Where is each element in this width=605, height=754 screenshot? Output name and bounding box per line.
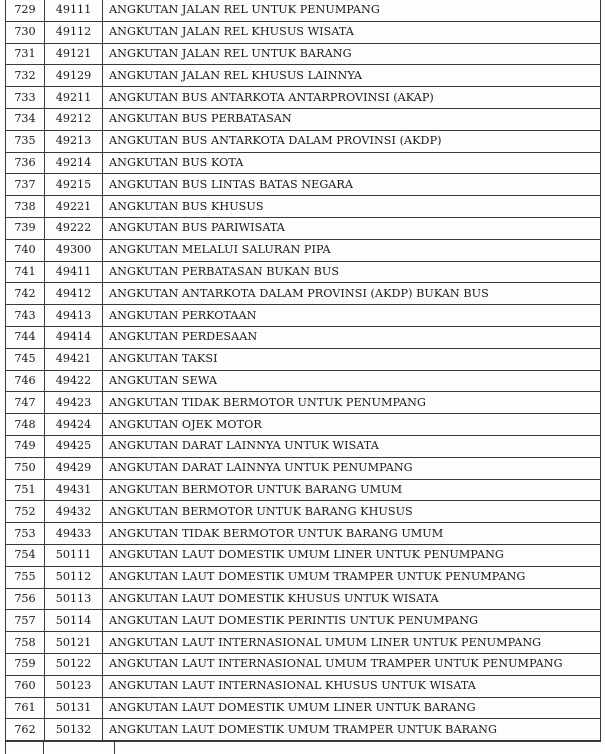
kbli-code-cell: 50121	[45, 632, 103, 654]
table-row	[6, 414, 601, 436]
kbli-code-cell: 49431	[45, 479, 103, 501]
kbli-code-cell: 49300	[45, 239, 103, 261]
table-row	[6, 108, 601, 130]
table-row	[6, 588, 601, 610]
row-number-cell: 733	[6, 87, 45, 109]
description-cell: ANGKUTAN MELALUI SALURAN PIPA	[103, 239, 601, 261]
description-cell: ANGKUTAN JALAN REL KHUSUS LAINNYA	[103, 65, 601, 87]
description-cell: ANGKUTAN JALAN REL UNTUK PENUMPANG	[103, 0, 601, 21]
kbli-code-cell: 49211	[45, 87, 103, 109]
description-cell: ANGKUTAN BERMOTOR UNTUK BARANG UMUM	[103, 479, 601, 501]
table-row	[6, 653, 601, 675]
description-cell: ANGKUTAN TIDAK BERMOTOR UNTUK BARANG UMUM	[103, 523, 601, 545]
row-number-cell: 743	[6, 305, 45, 327]
description-cell: ANGKUTAN TIDAK BERMOTOR UNTUK PENUMPANG	[103, 392, 601, 414]
description-cell: ANGKUTAN LAUT DOMESTIK UMUM LINER UNTUK BARANG	[103, 697, 601, 719]
row-number-cell: 736	[6, 152, 45, 174]
table-row	[6, 457, 601, 479]
kbli-code-cell: 49212	[45, 108, 103, 130]
kbli-code-cell: 49421	[45, 348, 103, 370]
row-number-cell: 729	[6, 0, 45, 21]
row-number-cell: 744	[6, 326, 45, 348]
kbli-code-cell: 49111	[45, 0, 103, 21]
table-row	[6, 283, 601, 305]
description-cell: ANGKUTAN JALAN REL UNTUK BARANG	[103, 43, 601, 65]
row-number-cell: 761	[6, 697, 45, 719]
row-number-cell: 730	[6, 21, 45, 43]
kbli-code-cell: 49213	[45, 130, 103, 152]
description-cell: ANGKUTAN BUS KHUSUS	[103, 196, 601, 218]
kbli-code-cell: 49411	[45, 261, 103, 283]
table-row	[6, 65, 601, 87]
description-cell: ANGKUTAN DARAT LAINNYA UNTUK PENUMPANG	[103, 457, 601, 479]
description-cell: ANGKUTAN BUS ANTARKOTA DALAM PROVINSI (AKDP)	[103, 130, 601, 152]
kbli-table-body	[6, 0, 601, 741]
table-row	[6, 544, 601, 566]
kbli-code-cell: 49222	[45, 217, 103, 239]
table-row	[6, 239, 601, 261]
row-number-cell: 760	[6, 675, 45, 697]
table-row	[6, 130, 601, 152]
kbli-code-cell: 49424	[45, 414, 103, 436]
cut-row-divider	[43, 742, 44, 754]
description-cell: ANGKUTAN LAUT INTERNASIONAL UMUM LINER UNTUK PENUMPANG	[103, 632, 601, 654]
row-number-cell: 737	[6, 174, 45, 196]
table-row	[6, 152, 601, 174]
row-number-cell: 751	[6, 479, 45, 501]
row-number-cell: 741	[6, 261, 45, 283]
table-row	[6, 501, 601, 523]
table-row	[6, 348, 601, 370]
row-number-cell: 749	[6, 435, 45, 457]
row-number-cell: 735	[6, 130, 45, 152]
description-cell: ANGKUTAN DARAT LAINNYA UNTUK WISATA	[103, 435, 601, 457]
table-row	[6, 196, 601, 218]
description-cell: ANGKUTAN TAKSI	[103, 348, 601, 370]
table-row	[6, 261, 601, 283]
description-cell: ANGKUTAN BUS PERBATASAN	[103, 108, 601, 130]
description-cell: ANGKUTAN PERKOTAAN	[103, 305, 601, 327]
row-number-cell: 750	[6, 457, 45, 479]
description-cell: ANGKUTAN BERMOTOR UNTUK BARANG KHUSUS	[103, 501, 601, 523]
description-cell: ANGKUTAN LAUT DOMESTIK UMUM LINER UNTUK PENUMPANG	[103, 544, 601, 566]
kbli-code-cell: 49215	[45, 174, 103, 196]
row-number-cell: 747	[6, 392, 45, 414]
table-row	[6, 632, 601, 654]
table-row	[6, 305, 601, 327]
row-number-cell: 748	[6, 414, 45, 436]
kbli-code-cell: 49412	[45, 283, 103, 305]
row-number-cell: 758	[6, 632, 45, 654]
description-cell: ANGKUTAN LAUT DOMESTIK UMUM TRAMPER UNTUK BARANG	[103, 719, 601, 741]
kbli-code-cell: 50122	[45, 653, 103, 675]
row-number-cell: 731	[6, 43, 45, 65]
description-cell: ANGKUTAN LAUT DOMESTIK PERINTIS UNTUK PENUMPANG	[103, 610, 601, 632]
kbli-code-cell: 50132	[45, 719, 103, 741]
kbli-code-cell: 49413	[45, 305, 103, 327]
row-number-cell: 739	[6, 217, 45, 239]
row-number-cell: 753	[6, 523, 45, 545]
kbli-code-cell: 49425	[45, 435, 103, 457]
table-row	[6, 326, 601, 348]
kbli-code-cell: 50111	[45, 544, 103, 566]
description-cell: ANGKUTAN LAUT DOMESTIK KHUSUS UNTUK WISATA	[103, 588, 601, 610]
row-number-cell: 732	[6, 65, 45, 87]
description-cell: ANGKUTAN SEWA	[103, 370, 601, 392]
table-row	[6, 87, 601, 109]
row-number-cell: 745	[6, 348, 45, 370]
row-number-cell: 752	[6, 501, 45, 523]
description-cell: ANGKUTAN LAUT INTERNASIONAL UMUM TRAMPER UNTUK PENUMPANG	[103, 653, 601, 675]
description-cell: ANGKUTAN LAUT DOMESTIK UMUM TRAMPER UNTUK PENUMPANG	[103, 566, 601, 588]
description-cell: ANGKUTAN PERBATASAN BUKAN BUS	[103, 261, 601, 283]
kbli-code-cell: 49429	[45, 457, 103, 479]
row-number-cell: 746	[6, 370, 45, 392]
table-row	[6, 523, 601, 545]
kbli-code-cell: 49432	[45, 501, 103, 523]
kbli-code-cell: 49214	[45, 152, 103, 174]
row-number-cell: 754	[6, 544, 45, 566]
kbli-code-cell: 50113	[45, 588, 103, 610]
description-cell: ANGKUTAN BUS ANTARKOTA ANTARPROVINSI (AKAP)	[103, 87, 601, 109]
kbli-code-cell: 50114	[45, 610, 103, 632]
kbli-code-cell: 49121	[45, 43, 103, 65]
kbli-code-cell: 50123	[45, 675, 103, 697]
table-row	[6, 392, 601, 414]
description-cell: ANGKUTAN ANTARKOTA DALAM PROVINSI (AKDP) BUKAN BUS	[103, 283, 601, 305]
kbli-code-cell: 49422	[45, 370, 103, 392]
table-row	[6, 174, 601, 196]
row-number-cell: 759	[6, 653, 45, 675]
row-number-cell: 755	[6, 566, 45, 588]
row-number-cell: 742	[6, 283, 45, 305]
cut-off-row	[5, 741, 601, 754]
table-row	[6, 479, 601, 501]
kbli-code-cell: 49414	[45, 326, 103, 348]
cut-row-divider	[114, 742, 115, 754]
description-cell: ANGKUTAN BUS KOTA	[103, 152, 601, 174]
table-row	[6, 675, 601, 697]
description-cell: ANGKUTAN JALAN REL KHUSUS WISATA	[103, 21, 601, 43]
table-row	[6, 719, 601, 741]
table-row	[6, 566, 601, 588]
description-cell: ANGKUTAN BUS LINTAS BATAS NEGARA	[103, 174, 601, 196]
row-number-cell: 757	[6, 610, 45, 632]
kbli-table	[5, 0, 601, 741]
table-row	[6, 370, 601, 392]
description-cell: ANGKUTAN LAUT INTERNASIONAL KHUSUS UNTUK WISATA	[103, 675, 601, 697]
kbli-code-cell: 49221	[45, 196, 103, 218]
table-row	[6, 610, 601, 632]
table-row	[6, 0, 601, 21]
kbli-code-cell: 50131	[45, 697, 103, 719]
row-number-cell: 756	[6, 588, 45, 610]
row-number-cell: 734	[6, 108, 45, 130]
table-row	[6, 217, 601, 239]
kbli-code-cell: 49129	[45, 65, 103, 87]
cut-row-border	[5, 742, 6, 754]
row-number-cell: 740	[6, 239, 45, 261]
table-row	[6, 43, 601, 65]
description-cell: ANGKUTAN BUS PARIWISATA	[103, 217, 601, 239]
kbli-code-cell: 49423	[45, 392, 103, 414]
kbli-code-cell: 50112	[45, 566, 103, 588]
table-row	[6, 21, 601, 43]
description-cell: ANGKUTAN PERDESAAN	[103, 326, 601, 348]
table-row	[6, 435, 601, 457]
kbli-code-cell: 49433	[45, 523, 103, 545]
table-row	[6, 697, 601, 719]
row-number-cell: 762	[6, 719, 45, 741]
kbli-code-cell: 49112	[45, 21, 103, 43]
description-cell: ANGKUTAN OJEK MOTOR	[103, 414, 601, 436]
row-number-cell: 738	[6, 196, 45, 218]
